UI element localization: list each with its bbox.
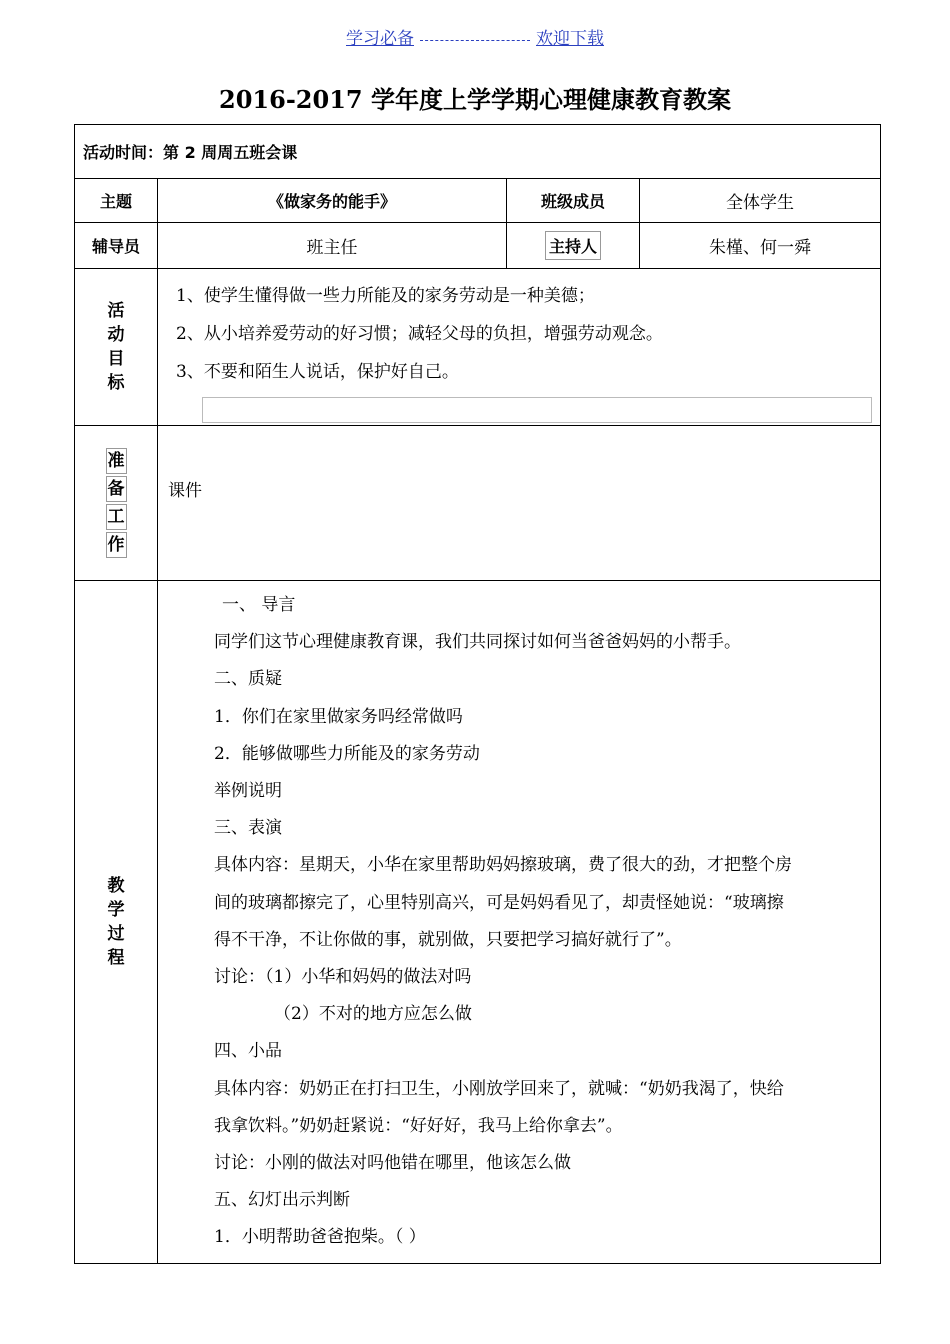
class-members-label: 班级成员 xyxy=(507,179,640,223)
process-line: 二、质疑 xyxy=(214,669,282,690)
process-line: 四、小品 xyxy=(214,1041,282,1062)
prep-label: 准 备 工 作 xyxy=(75,426,158,581)
process-line: 具体内容：星期天，小华在家里帮助妈妈擦玻璃，费了很大的劲，才把整个房 xyxy=(214,855,792,876)
goal-item: 2、从小培养爱劳动的好习惯；减轻父母的负担，增强劳动观念。 xyxy=(176,324,663,344)
process-line: 1．小明帮助爸爸抱柴。（ ） xyxy=(214,1227,426,1248)
activity-time-cell: 活动时间：第 2 周周五班会课 xyxy=(75,125,881,179)
process-line: 2．能够做哪些力所能及的家务劳动 xyxy=(214,743,480,764)
process-line: 举例说明 xyxy=(214,781,282,802)
goal-item: 3、不要和陌生人说话，保护好自己。 xyxy=(176,362,459,382)
goals-label: 活 动 目 标 xyxy=(75,269,158,426)
process-line: 讨论：小刚的做法对吗他错在哪里，他该怎么做 xyxy=(214,1153,571,1174)
header-gap-line xyxy=(420,40,530,41)
process-cell xyxy=(158,581,881,1264)
process-line: 间的玻璃都擦完了，心里特别高兴，可是妈妈看见了，却责怪她说：“玻璃擦 xyxy=(214,892,784,913)
header-right-text: 欢迎下载 xyxy=(536,29,604,49)
header-left-text: 学习必备 xyxy=(346,29,414,49)
document-title: 2016-2017 学年度上学学期心理健康教育教案 xyxy=(219,85,731,114)
process-line: 具体内容：奶奶正在打扫卫生，小刚放学回来了，就喊：“奶奶我渴了，快给 xyxy=(214,1078,784,1099)
empty-text-box xyxy=(202,397,872,423)
process-line: 同学们这节心理健康教育课，我们共同探讨如何当爸爸妈妈的小帮手。 xyxy=(214,632,741,653)
process-line: 讨论：（1）小华和妈妈的做法对吗 xyxy=(214,967,472,988)
counselor-label: 辅导员 xyxy=(75,223,158,269)
process-label: 教 学 过 程 xyxy=(75,581,158,1264)
page-header xyxy=(0,24,950,49)
process-line: （2）不对的地方应怎么做 xyxy=(274,1004,472,1025)
goal-item: 1、使学生懂得做一些力所能及的家务劳动是一种美德； xyxy=(176,286,595,306)
process-line: 一、 导言 xyxy=(222,595,296,615)
host-label: 主持人 xyxy=(545,231,601,260)
class-members-value: 全体学生 xyxy=(640,179,881,223)
goals-cell xyxy=(158,269,881,426)
lesson-plan-table xyxy=(74,124,881,1264)
theme-value: 《做家务的能手》 xyxy=(158,179,507,223)
process-line: 五、幻灯出示判断 xyxy=(214,1190,350,1211)
host-value: 朱槿、何一舜 xyxy=(640,223,881,269)
process-line: 我拿饮料。”奶奶赶紧说：“好好好，我马上给你拿去”。 xyxy=(214,1115,623,1136)
host-label-cell xyxy=(507,223,640,269)
process-line: 1．你们在家里做家务吗经常做吗 xyxy=(214,706,463,727)
process-line: 得不干净，不让你做的事，就别做，只要把学习搞好就行了”。 xyxy=(214,929,682,950)
prep-value: 课件 xyxy=(158,426,881,581)
counselor-value: 班主任 xyxy=(158,223,507,269)
theme-label: 主题 xyxy=(75,179,158,223)
process-line: 三、表演 xyxy=(214,818,282,839)
